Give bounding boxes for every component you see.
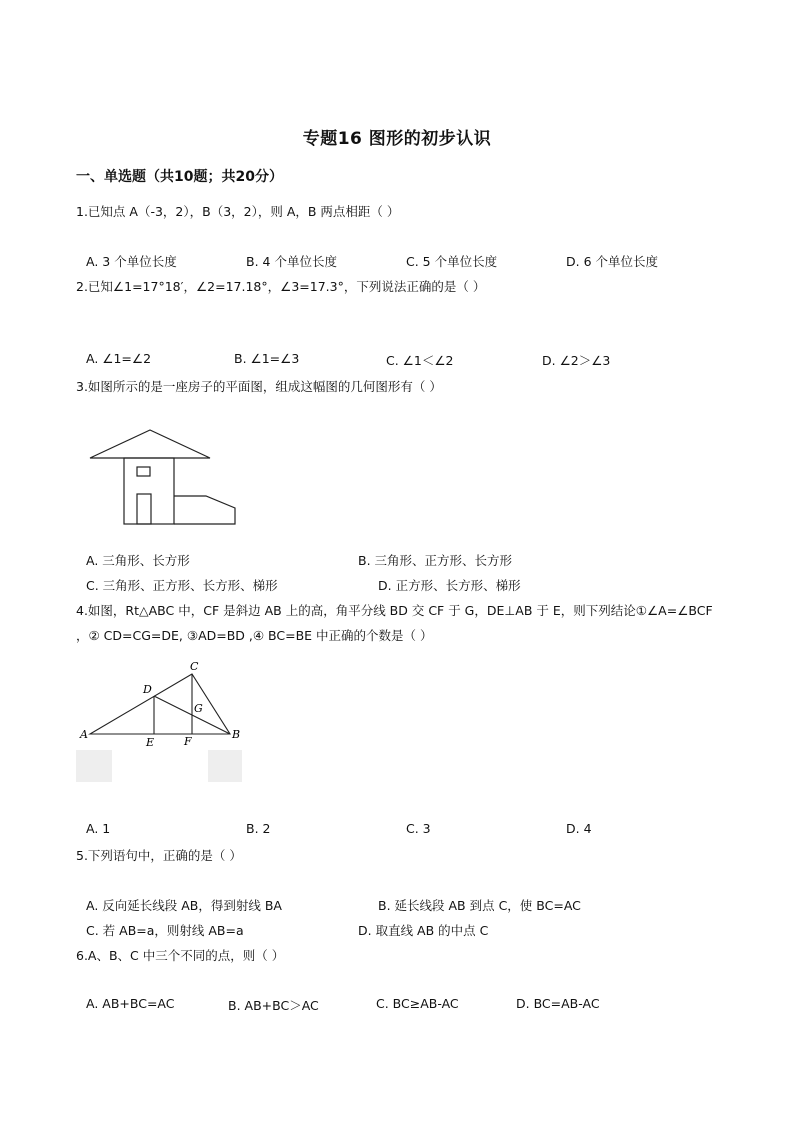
q2-option-c[interactable]: C. ∠1＜∠2 [386, 353, 454, 368]
q2-option-b[interactable]: B. ∠1=∠3 [234, 351, 300, 366]
q5-option-a[interactable]: A. 反向延长线段 AB，得到射线 BA [86, 898, 282, 913]
q2-option-a[interactable]: A. ∠1=∠2 [86, 351, 152, 366]
label-a: A [80, 728, 88, 741]
question-2-stem: 2.已知∠1=17°18′，∠2=17.18°，∠3=17.3°，下列说法正确的是（ ） [76, 279, 486, 294]
page-title: 专题16 图形的初步认识 [302, 129, 492, 149]
question-5-stem: 5.下列语句中，正确的是（ ） [76, 848, 242, 863]
triangle-abc [90, 674, 230, 734]
figure-shade-left [76, 750, 112, 782]
question-4-stem-line-2: ，② CD=CG=DE, ③AD=BD ,④ BC=BE 中正确的个数是（ ） [76, 628, 433, 643]
question-4-stem-line-1: 4.如图，Rt△ABC 中，CF 是斜边 AB 上的高，角平分线 BD 交 CF 于 G，DE⊥AB 于 E，则下列结论①∠A=∠BCF [76, 603, 713, 618]
label-g: G [194, 702, 203, 715]
label-f: F [184, 735, 192, 748]
q5-option-d[interactable]: D. 取直线 AB 的中点 C [358, 923, 489, 938]
q6-option-b[interactable]: B. AB+BC＞AC [228, 998, 319, 1013]
q6-option-d[interactable]: D. BC=AB-AC [516, 996, 600, 1011]
label-d: D [143, 683, 152, 696]
label-e: E [146, 736, 155, 749]
triangle-figure [76, 656, 246, 786]
question-6-stem: 6.A、B、C 中三个不同的点，则（ ） [76, 948, 285, 963]
roof-triangle [90, 430, 210, 458]
q6-option-c[interactable]: C. BC≥AB-AC [376, 996, 459, 1011]
window-rectangle [137, 467, 150, 476]
annex-trapezoid [174, 496, 235, 524]
q3-option-b[interactable]: B. 三角形、正方形、长方形 [358, 553, 513, 568]
section-heading: 一、单选题（共10题；共20分） [76, 169, 283, 185]
label-b: B [232, 728, 241, 741]
label-c: C [190, 660, 199, 673]
q5-option-c[interactable]: C. 若 AB=a，则射线 AB=a [86, 923, 244, 938]
house-figure [86, 426, 242, 528]
q4-option-a[interactable]: A. 1 [86, 821, 111, 836]
q4-option-c[interactable]: C. 3 [406, 821, 431, 836]
q3-option-d[interactable]: D. 正方形、长方形、梯形 [378, 578, 521, 593]
q1-option-d[interactable]: D. 6 个单位长度 [566, 254, 658, 269]
q3-option-a[interactable]: A. 三角形、长方形 [86, 553, 190, 568]
q5-option-b[interactable]: B. 延长线段 AB 到点 C，使 BC=AC [378, 898, 581, 913]
door-rectangle [137, 494, 151, 524]
q1-option-b[interactable]: B. 4 个单位长度 [246, 254, 337, 269]
q2-option-d[interactable]: D. ∠2＞∠3 [542, 353, 611, 368]
q1-option-c[interactable]: C. 5 个单位长度 [406, 254, 498, 269]
figure-shade-right [208, 750, 242, 782]
question-3-stem: 3.如图所示的是一座房子的平面图，组成这幅图的几何图形有（ ） [76, 379, 442, 394]
question-1-stem: 1.已知点 A（-3，2），B（3，2），则 A，B 两点相距（ ） [76, 204, 400, 219]
wall-rectangle [124, 458, 174, 524]
q3-option-c[interactable]: C. 三角形、正方形、长方形、梯形 [86, 578, 278, 593]
q6-option-a[interactable]: A. AB+BC=AC [86, 996, 175, 1011]
q4-option-b[interactable]: B. 2 [246, 821, 271, 836]
q1-option-a[interactable]: A. 3 个单位长度 [86, 254, 177, 269]
q4-option-d[interactable]: D. 4 [566, 821, 592, 836]
